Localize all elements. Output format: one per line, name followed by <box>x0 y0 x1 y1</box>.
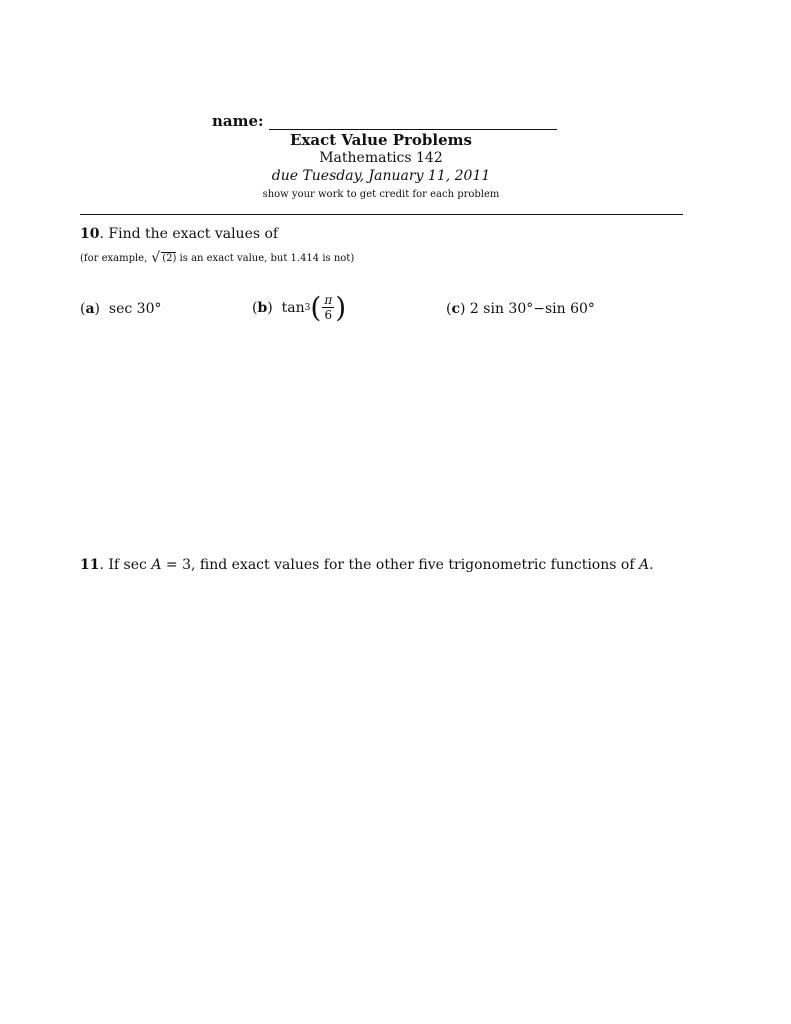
problem-10-prompt <box>80 226 278 242</box>
name-blank-line[interactable] <box>269 114 557 130</box>
problem-number: 10 <box>80 226 100 242</box>
sqrt-symbol: √ <box>151 250 161 266</box>
sqrt-radicand: (2) <box>162 253 177 264</box>
problem-text: . Find the exact values of <box>99 226 279 242</box>
example-text-after: is an exact value, but 1.414 is not) <box>176 252 355 264</box>
problem-text-middle: = 3, find exact values for the other five trigonometric functions of <box>161 557 639 573</box>
power: 3 <box>304 302 311 313</box>
instructions-note: show your work to get credit for each problem <box>262 189 500 200</box>
part-letter: b <box>257 299 268 316</box>
fraction-numerator: π <box>324 293 333 307</box>
variable-a: A <box>638 557 650 573</box>
fraction-denominator: 6 <box>324 308 333 322</box>
problem-number: 11 <box>80 557 100 573</box>
name-label: name: <box>212 112 264 130</box>
problem-text-before: . If sec <box>99 557 152 573</box>
name-row <box>212 112 557 130</box>
example-text-before: (for example, <box>80 252 148 264</box>
due-date: due Tuesday, January 11, 2011 <box>271 168 491 184</box>
course-name: Mathematics 142 <box>319 150 443 166</box>
part-letter: c <box>451 301 460 317</box>
problem-text-after: . <box>649 557 654 573</box>
tan-function: tan <box>281 299 305 316</box>
part-expression: 2 sin 30°−sin 60° <box>469 301 595 317</box>
part-c: ( c ) 2 sin 30°−sin 60° <box>446 301 595 317</box>
fraction <box>322 293 334 322</box>
problem-10-example <box>80 250 354 266</box>
left-paren: ( <box>310 290 322 324</box>
document-title: Exact Value Problems <box>290 131 472 149</box>
part-expression: sec 30° <box>108 301 162 317</box>
part-b: ( b ) tan 3 ( $\frac{\pi}{6}$ ) <box>252 290 347 324</box>
part-a: ( a ) sec 30° <box>80 301 162 317</box>
variable-a: A <box>151 557 162 573</box>
right-paren: ) <box>335 290 347 324</box>
horizontal-divider <box>80 214 683 215</box>
part-letter: a <box>85 301 95 317</box>
problem-11-prompt <box>80 557 654 573</box>
